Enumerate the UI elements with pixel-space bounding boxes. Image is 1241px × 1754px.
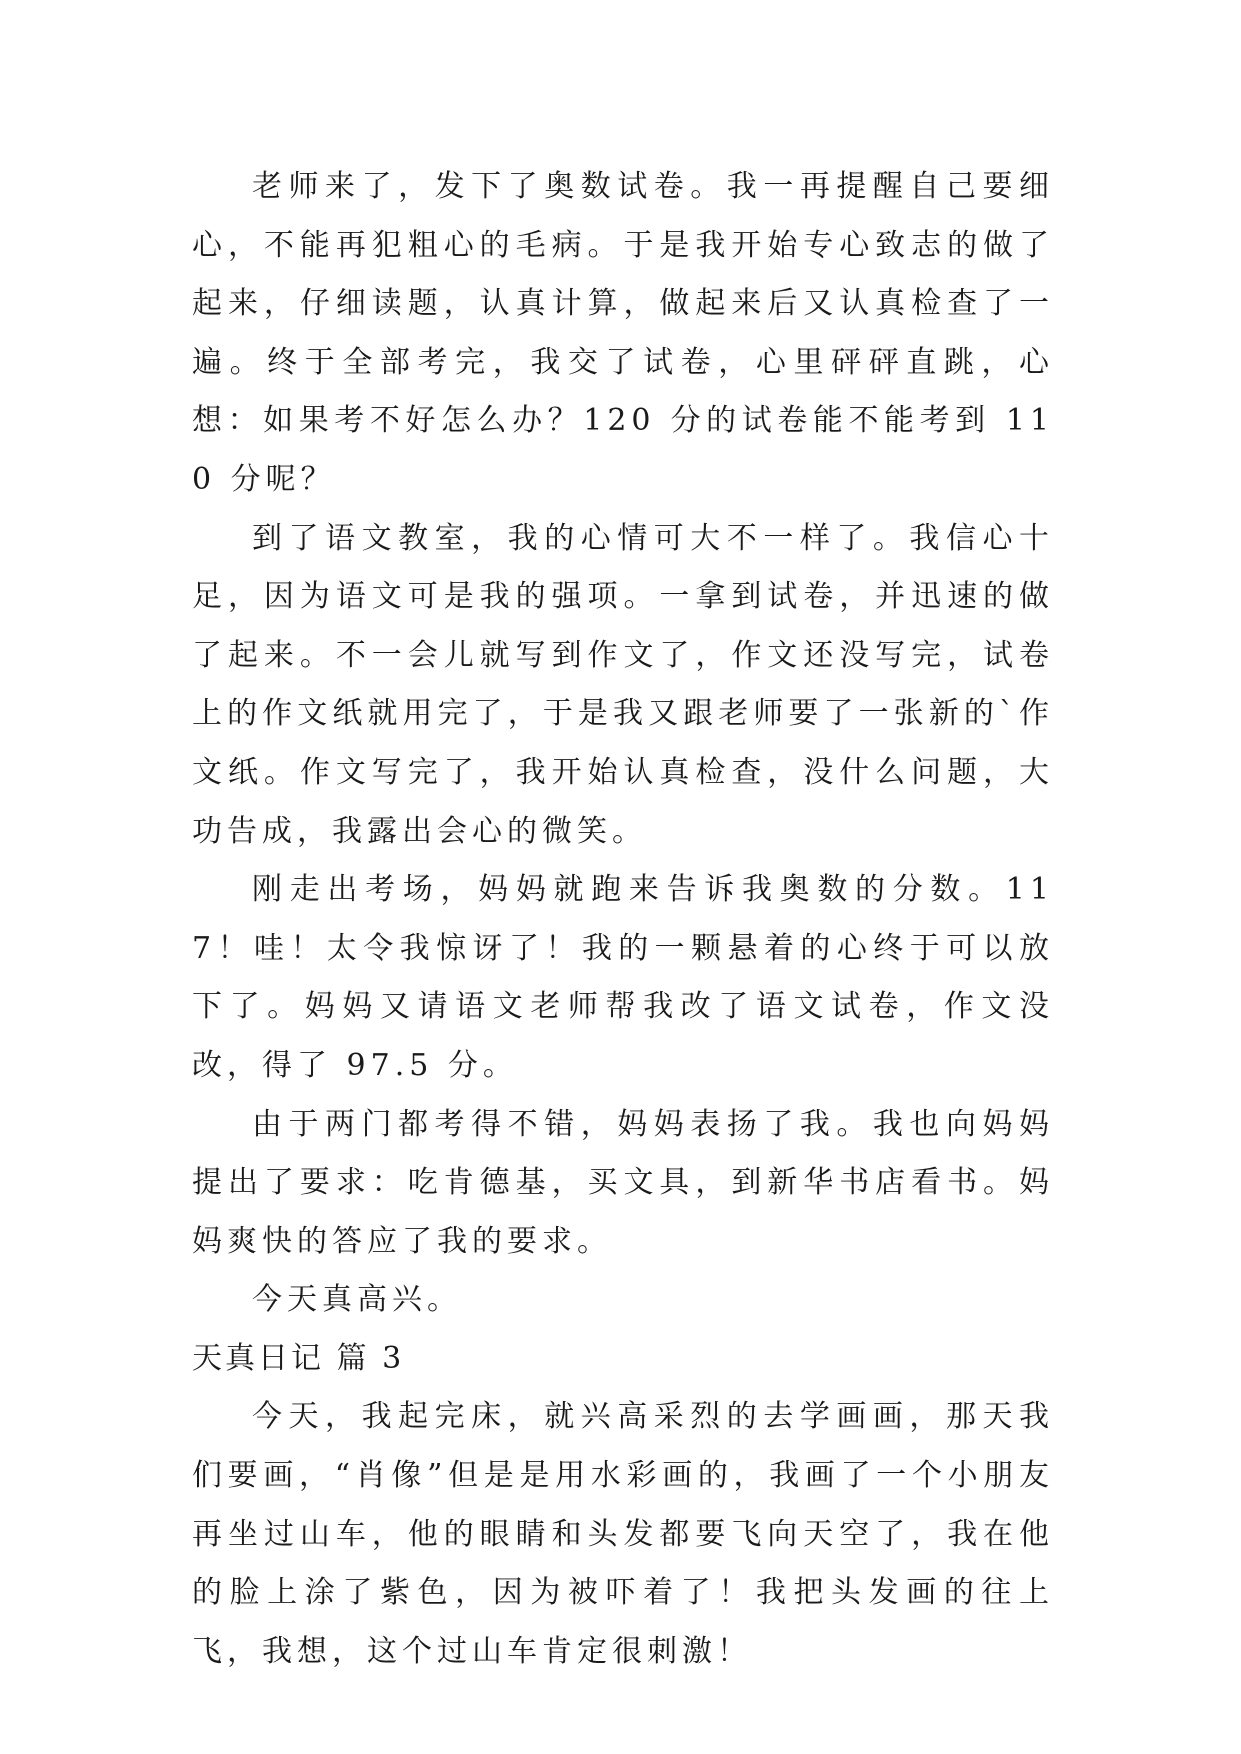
paragraph-reward: 由于两门都考得不错，妈妈表扬了我。我也向妈妈提出了要求：吃肯德基，买文具，到新华书店看书。妈妈爽快的答应了我的要求。 bbox=[192, 1106, 1054, 1259]
paragraph-painting: 今天，我起完床，就兴高采烈的去学画画，那天我们要画，“肖像”但是是用水彩画的，我画了一个小朋友再坐过山车，他的眼睛和头发都要飞向天空了，我在他的脸上涂了紫色，因为被吓着了！我把头发画的往上飞，我想，这个过山车肯定很刺激！ bbox=[192, 1399, 1054, 1669]
document-body bbox=[192, 158, 1054, 1681]
paragraph-happy: 今天真高兴。 bbox=[252, 1282, 462, 1318]
paragraph-scores: 刚走出考场，妈妈就跑来告诉我奥数的分数。117！哇！太令我惊讶了！我的一颗悬着的心终于可以放下了。妈妈又请语文老师帮我改了语文试卷，作文没改，得了 97.5 分。 bbox=[192, 872, 1054, 1083]
section-heading: 天真日记 篇 3 bbox=[192, 1340, 405, 1376]
paragraph-exam-math: 老师来了，发下了奥数试卷。我一再提醒自己要细心，不能再犯粗心的毛病。于是我开始专心致志的做了起来，仔细读题，认真计算，做起来后又认真检查了一遍。终于全部考完，我交了试卷，心里砰砰直跳，心想：如果考不好怎么办？120 分的试卷能不能考到 110 分呢？ bbox=[192, 169, 1054, 497]
paragraph-exam-chinese: 到了语文教室，我的心情可大不一样了。我信心十足，因为语文可是我的强项。一拿到试卷，并迅速的做了起来。不一会儿就写到作文了，作文还没写完，试卷上的作文纸就用完了，于是我又跟老师要了一张新的`作文纸。作文写完了，我开始认真检查，没什么问题，大功告成，我露出会心的微笑。 bbox=[192, 520, 1054, 849]
